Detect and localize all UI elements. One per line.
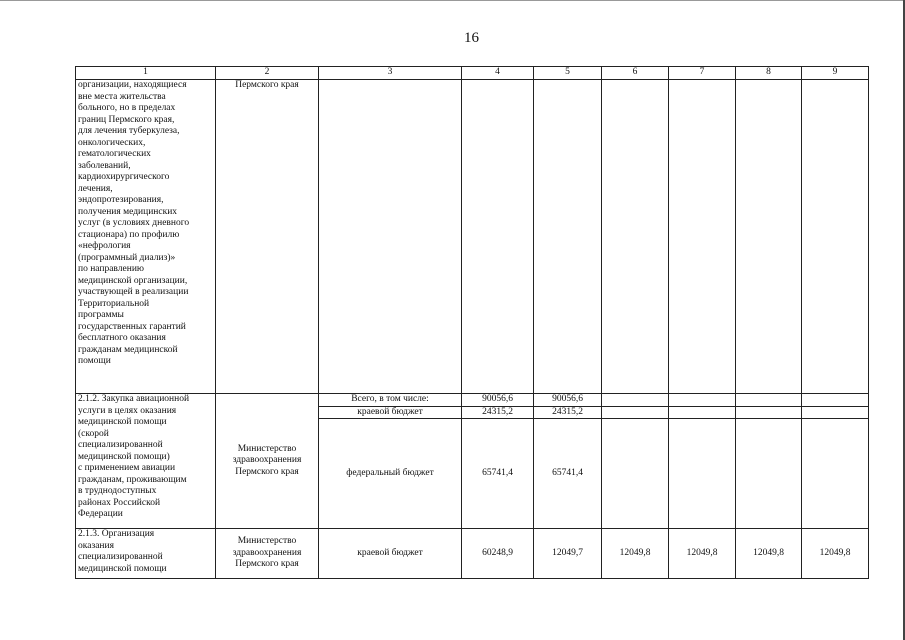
empty-cell — [736, 394, 802, 407]
value-cell: 65741,4 — [462, 419, 534, 529]
column-header: 1 — [76, 67, 216, 80]
funding-source-cell: краевой бюджет — [319, 406, 462, 419]
value-cell: 24315,2 — [534, 406, 602, 419]
column-header: 8 — [736, 67, 802, 80]
value-cell: 12049,8 — [669, 529, 736, 579]
executor-cell — [216, 80, 319, 394]
page-number: 16 — [464, 30, 479, 46]
column-header: 2 — [216, 67, 319, 80]
empty-cell — [802, 394, 869, 407]
column-header: 5 — [534, 67, 602, 80]
executor-cell — [216, 529, 319, 579]
value-cell: 12049,8 — [602, 529, 669, 579]
empty-cell — [602, 394, 669, 407]
column-header: 7 — [669, 67, 736, 80]
empty-cell — [802, 406, 869, 419]
empty-cell — [319, 80, 462, 394]
executor-cell — [216, 394, 319, 529]
table-row-212-total — [76, 394, 869, 407]
table-row-intro — [76, 80, 869, 394]
empty-cell — [736, 406, 802, 419]
value-cell: 90056,6 — [462, 394, 534, 407]
activity-cell — [76, 394, 216, 529]
empty-cell — [602, 419, 669, 529]
empty-cell — [736, 419, 802, 529]
budget-table — [75, 66, 869, 579]
funding-source-cell: Всего, в том числе: — [319, 394, 462, 407]
empty-cell — [669, 419, 736, 529]
column-header: 3 — [319, 67, 462, 80]
activity-text: организации, находящиеся вне места жительства больного, но в пределах границ Пермского края, для лечения туберкулеза, онкологических, гематологических заболеваний, кардиохирургического лечения, эндопротезирования, получения медицинских услуг (в условиях дневного стационара) по профилю «нефрология (программный диализ)» по направлению медицинской организации, участвующей в реализации Территориальной программы государственных гарантий бесплатного оказания гражданам медицинской помощи — [78, 80, 190, 366]
value-cell: 65741,4 — [534, 419, 602, 529]
empty-cell — [736, 80, 802, 394]
executor-text: Министерство здравоохранения Пермского края — [232, 443, 302, 477]
value-cell: 90056,6 — [534, 394, 602, 407]
value-cell: 12049,8 — [736, 529, 802, 579]
empty-cell — [602, 406, 669, 419]
table-row-213 — [76, 529, 869, 579]
executor-text: Пермского края — [235, 80, 299, 90]
column-header: 9 — [802, 67, 869, 80]
activity-cell — [76, 529, 216, 579]
funding-source-cell: краевой бюджет — [319, 529, 462, 579]
page-top-edge — [0, 0, 905, 1]
value-cell: 12049,8 — [802, 529, 869, 579]
value-cell: 12049,7 — [534, 529, 602, 579]
empty-cell — [602, 80, 669, 394]
activity-cell — [76, 80, 216, 394]
column-header: 6 — [602, 67, 669, 80]
value-cell: 60248,9 — [462, 529, 534, 579]
funding-source-cell: федеральный бюджет — [319, 419, 462, 529]
empty-cell — [462, 80, 534, 394]
empty-cell — [802, 419, 869, 529]
empty-cell — [802, 80, 869, 394]
column-number-row — [76, 67, 869, 80]
empty-cell — [669, 394, 736, 407]
value-cell: 24315,2 — [462, 406, 534, 419]
activity-text: 2.1.2. Закупка авиационной услуги в целях оказания медицинской помощи (скорой специализированной медицинской помощи) с применением авиации гражданам, проживающим в труднодоступных районах Российской Федерации — [78, 394, 190, 519]
empty-cell — [534, 80, 602, 394]
empty-cell — [669, 80, 736, 394]
empty-cell — [669, 406, 736, 419]
column-header: 4 — [462, 67, 534, 80]
executor-text: Министерство здравоохранения Пермского края — [232, 536, 302, 570]
activity-text: 2.1.3. Организация оказания специализированной медицинской помощи — [78, 529, 167, 574]
